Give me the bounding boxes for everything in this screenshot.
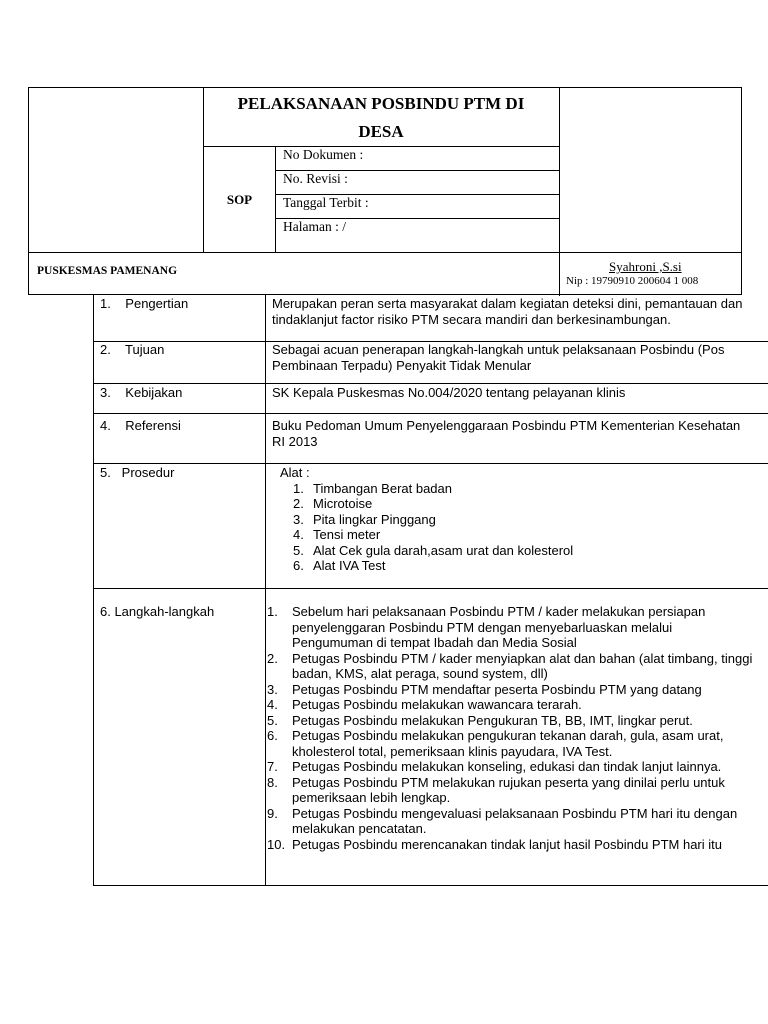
list-number: 5. — [293, 542, 304, 558]
text-line: tindaklanjut factor risiko PTM secara mandiri dan berkesinambungan. — [272, 311, 671, 327]
organization-name: PUSKESMAS PAMENANG — [37, 265, 178, 277]
row-divider — [94, 463, 768, 464]
langkah-item — [267, 682, 752, 698]
row-divider — [94, 383, 768, 384]
no-dokumen: No Dokumen : — [283, 147, 364, 162]
langkah-item — [267, 604, 752, 651]
tujuan-label: 2. Tujuan — [100, 342, 165, 357]
alat-item-text: Microtoise — [313, 496, 373, 511]
list-number: 7. — [267, 759, 278, 774]
referensi-content — [272, 418, 740, 449]
list-number: 5. — [267, 712, 278, 728]
list-number: 4. — [267, 697, 278, 712]
langkah-item — [267, 759, 752, 775]
list-number: 8. — [267, 774, 278, 790]
list-number: 2. — [267, 650, 278, 666]
pengertian-content — [272, 296, 742, 327]
list-number: 2. — [293, 496, 304, 511]
langkah-item-line: Sebelum hari pelaksanaan Posbindu PTM / kader melakukan persiapan — [292, 604, 706, 619]
langkah-item — [267, 713, 752, 729]
alat-item — [293, 527, 573, 543]
prosedur-content — [280, 465, 573, 574]
langkah-item-line: badan, KMS, alat peraga, sound system, dll) — [292, 666, 548, 681]
sop-table — [93, 295, 768, 886]
text-line: RI 2013 — [272, 433, 318, 449]
alat-item-text: Tensi meter — [313, 527, 381, 542]
alat-item-text: Alat IVA Test — [313, 558, 386, 573]
langkah-item-line: kholesterol total, pemeriksaan klinis payudara, IVA Test. — [292, 743, 613, 759]
langkah-item-line: pemeriksaan lebih lengkap. — [292, 790, 451, 805]
text-line: SK Kepala Puskesmas No.004/2020 tentang pelayanan klinis — [272, 385, 626, 400]
kebijakan-label: 3. Kebijakan — [100, 385, 183, 400]
langkah-item-line: Petugas Posbindu melakukan Pengukuran TB, BB, IMT, lingkar perut. — [292, 712, 693, 728]
alat-list — [293, 481, 573, 574]
alat-item — [293, 543, 573, 559]
alat-item — [293, 481, 573, 497]
tujuan-content — [272, 342, 724, 373]
signer-name: Syahroni ,S.si — [609, 259, 682, 274]
text-line: Merupakan peran serta masyarakat dalam kegiatan deteksi dini, pemantauan dan — [272, 296, 743, 311]
langkah-item-line: Petugas Posbindu mengevaluasi pelaksanaan Posbindu PTM hari itu dengan — [292, 805, 738, 821]
list-number: 9. — [267, 805, 278, 821]
halaman: Halaman : / — [283, 219, 346, 234]
list-number: 1. — [293, 480, 304, 496]
langkah-item-line: Petugas Posbindu melakukan konseling, edukasi dan tindak lanjut lainnya. — [292, 759, 722, 774]
no-revisi: No. Revisi : — [283, 171, 348, 186]
kebijakan-content — [272, 385, 625, 401]
title-line-2: DESA — [358, 122, 404, 141]
list-number: 1. — [267, 604, 278, 619]
alat-item — [293, 496, 573, 512]
langkah-item-line: Petugas Posbindu merencanakan tindak lanjut hasil Posbindu PTM hari itu — [292, 836, 722, 852]
prosedur-label: 5. Prosedur — [100, 465, 175, 480]
signer-nip: Nip : 19790910 200604 1 008 — [566, 275, 699, 287]
langkah-item-line: Pengumuman di tempat Ibadah dan Media Sosial — [292, 635, 577, 650]
alat-item — [293, 512, 573, 528]
langkah-item — [267, 837, 752, 853]
langkah-content — [267, 604, 752, 852]
list-number: 3. — [293, 511, 304, 527]
tanggal-terbit: Tanggal Terbit : — [283, 195, 369, 210]
langkah-item — [267, 728, 752, 759]
document-title — [203, 88, 559, 146]
list-number: 6. — [293, 558, 304, 573]
sop-label: SOP — [226, 192, 253, 207]
alat-item-text: Timbangan Berat badan — [313, 480, 453, 496]
langkah-item — [267, 697, 752, 713]
langkah-item — [267, 651, 752, 682]
langkah-item — [267, 806, 752, 837]
row-divider — [94, 413, 768, 414]
alat-heading: Alat : — [280, 465, 310, 480]
text-line: Sebagai acuan penerapan langkah-langkah untuk pelaksanaan Posbindu (Pos — [272, 342, 725, 357]
list-number: 10. — [267, 836, 286, 852]
divider — [29, 252, 742, 253]
text-line: Buku Pedoman Umum Penyelenggaraan Posbindu PTM Kementerian Kesehatan — [272, 418, 741, 433]
langkah-item-line: Petugas Posbindu PTM mendaftar peserta Posbindu PTM yang datang — [292, 681, 702, 697]
langkah-label: 6. Langkah-langkah — [100, 604, 215, 619]
langkah-item-line: penyelenggaran Posbindu PTM dengan menyebarluaskan melalui — [292, 619, 673, 635]
langkah-item-line: Petugas Posbindu melakukan pengukuran tekanan darah, gula, asam urat, — [292, 728, 724, 743]
alat-item-text: Alat Cek gula darah,asam urat dan kolesterol — [313, 542, 574, 558]
divider — [203, 146, 559, 147]
langkah-item-line: Petugas Posbindu PTM / kader menyiapkan alat dan bahan (alat timbang, tinggi — [292, 650, 753, 666]
langkah-item-line: Petugas Posbindu melakukan wawancara terarah. — [292, 697, 582, 712]
list-number: 4. — [293, 527, 304, 542]
title-line-1: PELAKSANAAN POSBINDU PTM DI — [237, 94, 525, 113]
list-number: 3. — [267, 681, 278, 697]
list-number: 6. — [267, 728, 278, 743]
alat-item-text: Pita lingkar Pinggang — [313, 511, 436, 527]
langkah-item — [267, 775, 752, 806]
alat-item — [293, 558, 573, 574]
document-header — [28, 87, 742, 295]
langkah-list — [267, 604, 752, 852]
text-line: Pembinaan Terpadu) Penyakit Tidak Menular — [272, 357, 532, 373]
row-divider — [94, 588, 768, 589]
referensi-label: 4. Referensi — [100, 418, 181, 433]
divider — [559, 88, 560, 296]
langkah-item-line: melakukan pencatatan. — [292, 821, 427, 836]
langkah-item-line: Petugas Posbindu PTM melakukan rujukan peserta yang dinilai perlu untuk — [292, 774, 725, 790]
pengertian-label: 1. Pengertian — [100, 296, 189, 311]
